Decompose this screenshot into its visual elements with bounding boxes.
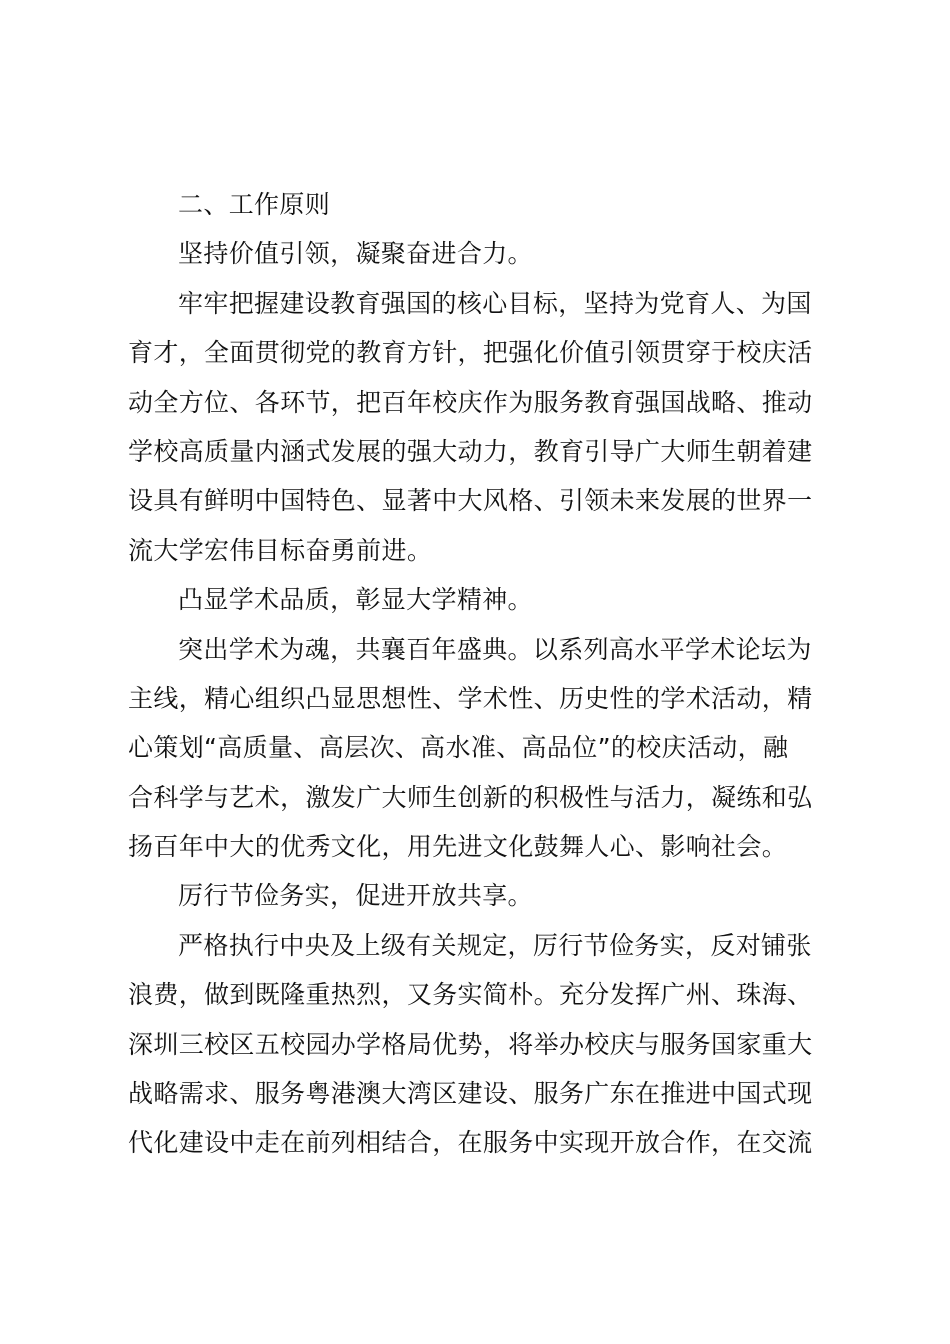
principle-block <box>128 871 838 1167</box>
principle-block <box>128 229 838 575</box>
principle-title: 坚持价值引领，凝聚奋进合力。 <box>178 239 533 269</box>
paragraph <box>128 279 838 575</box>
paragraph-line: 动全方位、各环节，把百年校庆作为服务教育强国战略、推动 <box>128 387 813 417</box>
paragraph-line: 战略需求、服务粤港澳大湾区建设、服务广东在推进中国式现 <box>128 1079 813 1109</box>
paragraph <box>128 921 838 1168</box>
paragraph-line: 扬百年中大的优秀文化，用先进文化鼓舞人心、影响社会。 <box>128 832 788 862</box>
paragraph-line: 突出学术为魂，共襄百年盛典。以系列高水平学术论坛为 <box>178 634 812 664</box>
principle-title: 凸显学术品质，彰显大学精神。 <box>178 585 533 615</box>
paragraph-line: 代化建设中走在前列相结合，在服务中实现开放合作，在交流 <box>128 1128 813 1158</box>
paragraph <box>128 625 838 872</box>
section-heading: 二、工作原则 <box>178 190 331 219</box>
paragraph-line: 心策划“高质量、高层次、高水准、高品位”的校庆活动，融 <box>128 733 789 763</box>
paragraph-line: 学校高质量内涵式发展的强大动力，教育引导广大师生朝着建 <box>128 436 813 466</box>
paragraph-line: 深圳三校区五校园办学格局优势，将举办校庆与服务国家重大 <box>128 1029 813 1059</box>
paragraph-line: 主线，精心组织凸显思想性、学术性、历史性的学术活动，精 <box>128 683 813 713</box>
paragraph-line: 合科学与艺术，激发广大师生创新的积极性与活力，凝练和弘 <box>128 782 813 812</box>
paragraph-line: 牢牢把握建设教育强国的核心目标，坚持为党育人、为国 <box>178 288 812 318</box>
principle-block <box>128 575 838 871</box>
principle-title: 厉行节俭务实，促进开放共享。 <box>178 881 533 911</box>
paragraph-line: 流大学宏伟目标奋勇前进。 <box>128 535 433 565</box>
paragraph-line: 浪费，做到既隆重热烈，又务实简朴。充分发挥广州、珠海、 <box>128 980 813 1010</box>
paragraph-line: 育才，全面贯彻党的教育方针，把强化价值引领贯穿于校庆活 <box>128 338 813 368</box>
paragraph-line: 设具有鲜明中国特色、显著中大风格、引领未来发展的世界一 <box>128 486 813 516</box>
document-body <box>128 180 838 1168</box>
paragraph-line: 严格执行中央及上级有关规定，厉行节俭务实，反对铺张 <box>178 930 812 960</box>
